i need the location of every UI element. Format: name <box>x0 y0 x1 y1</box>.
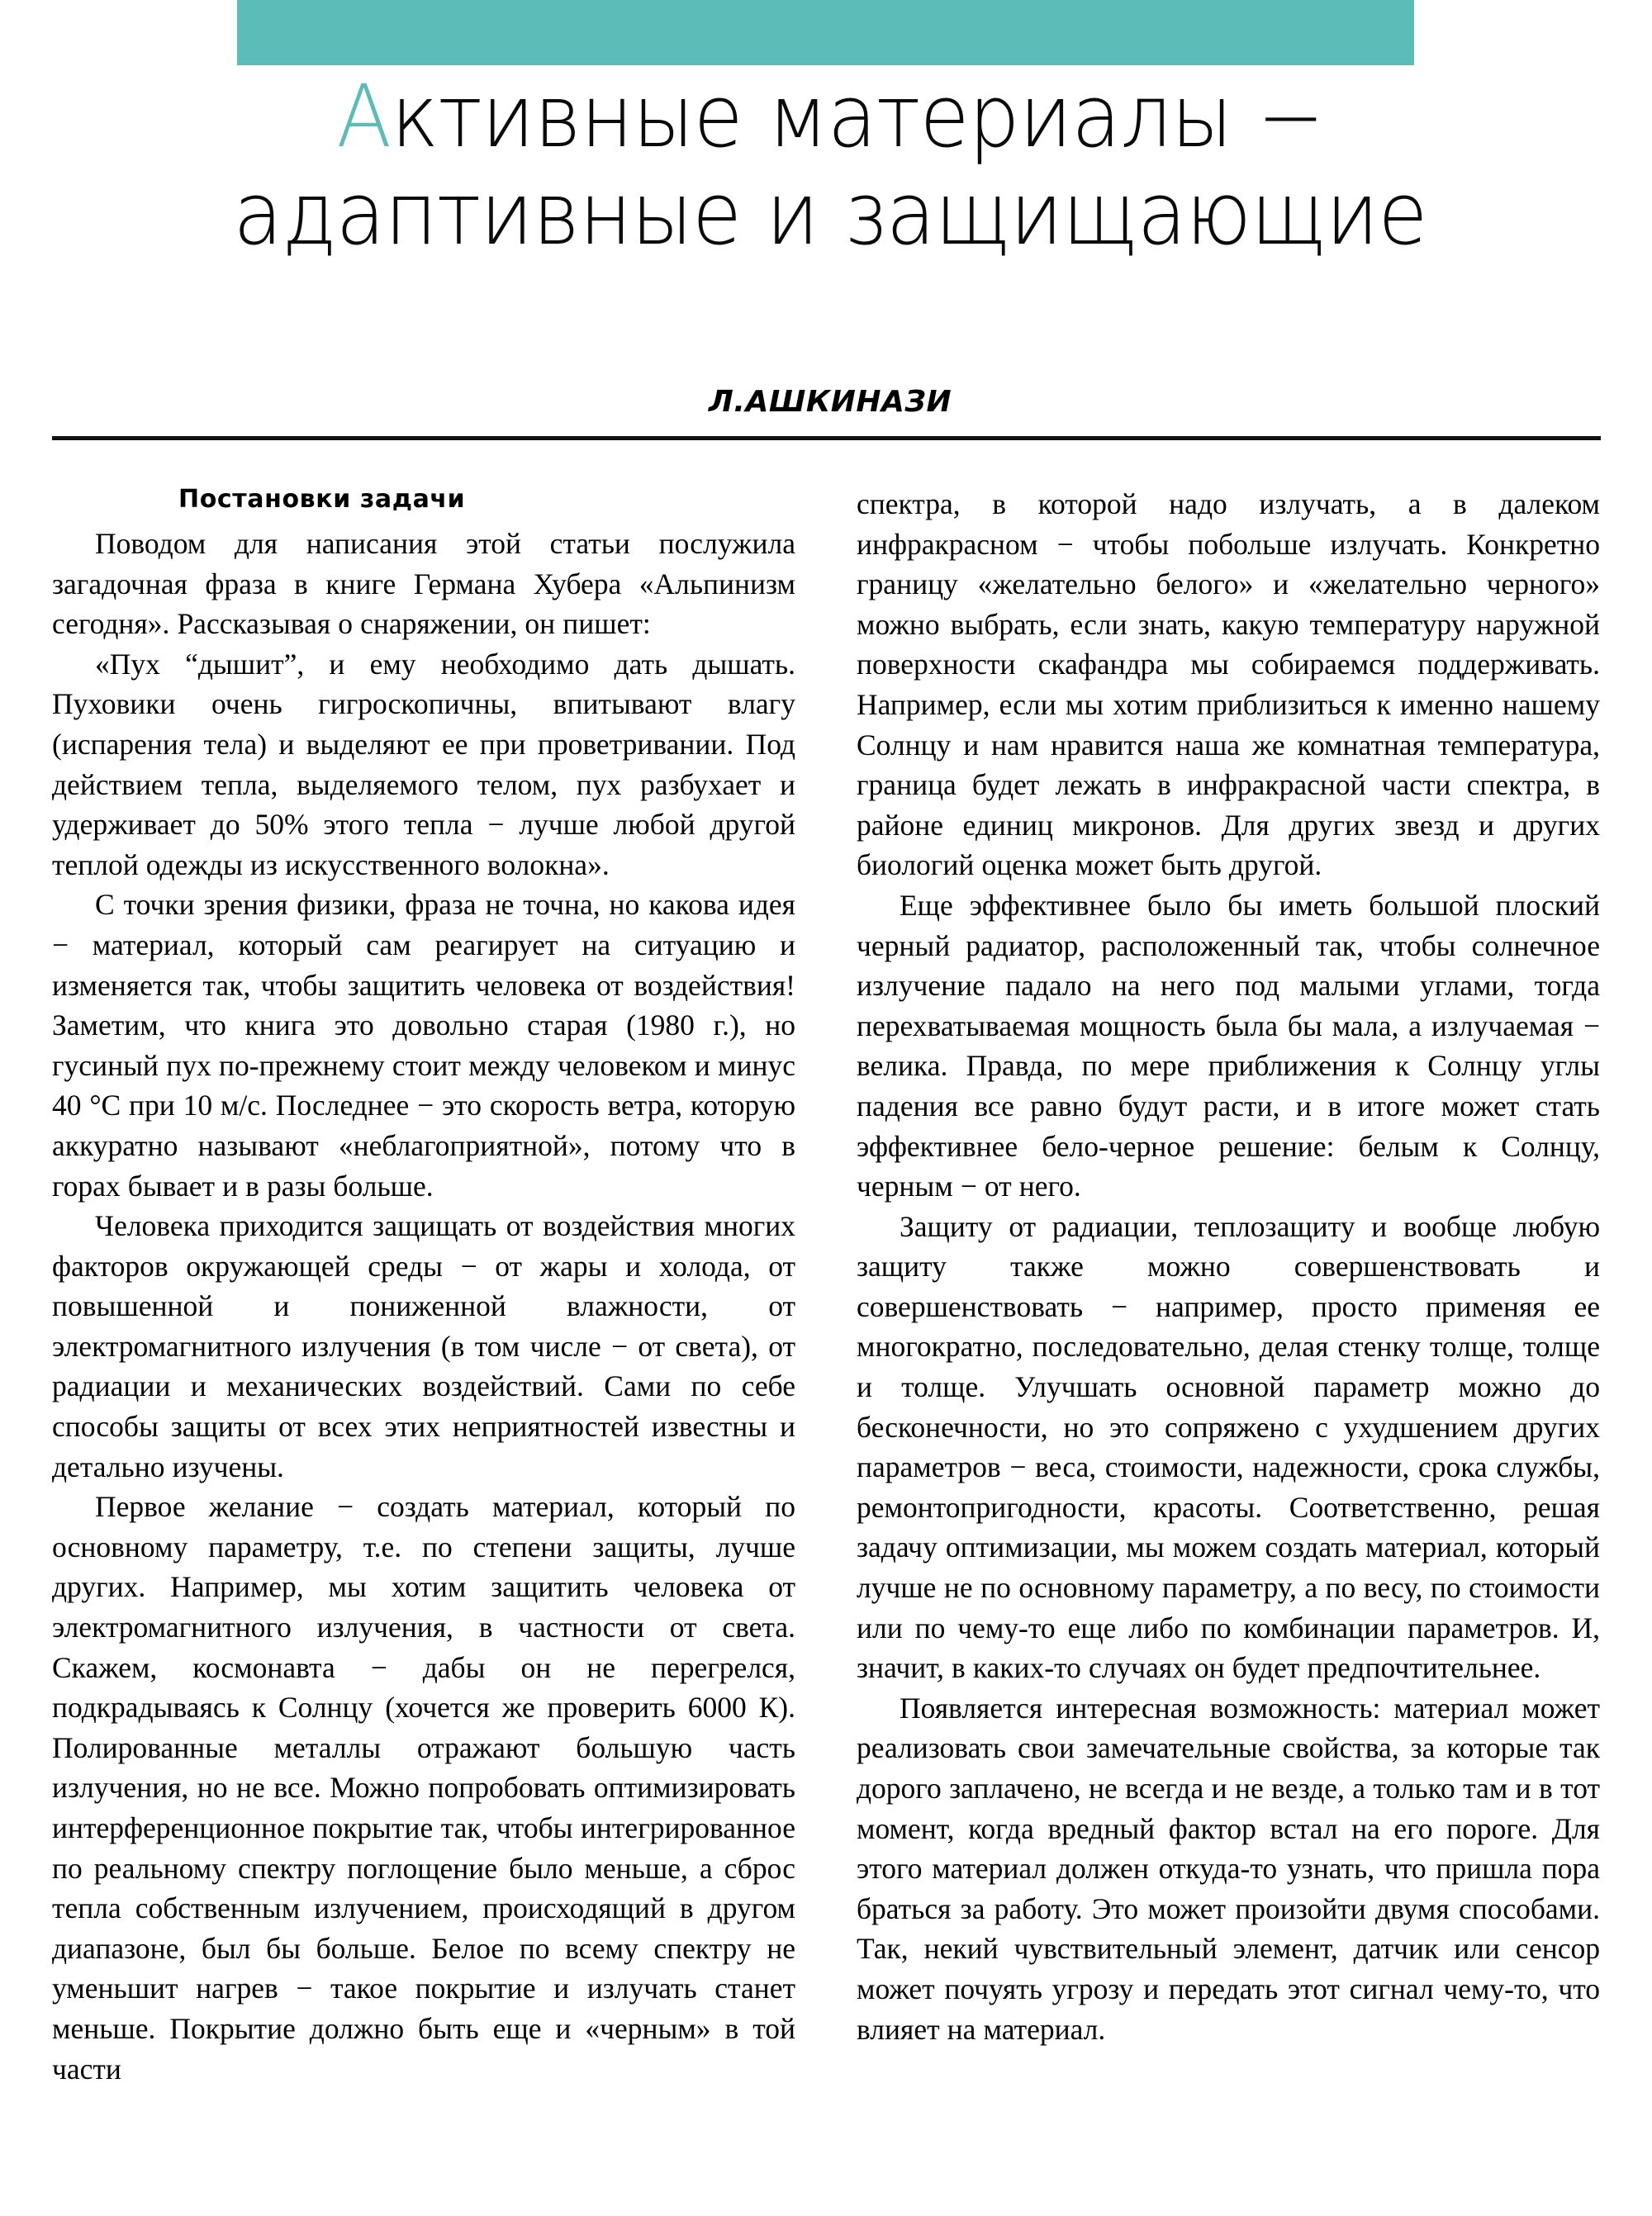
paragraph-continued: спектра, в которой надо излучать, а в далеком инфракрасном − чтобы побольше излучать. Конкретно границу «желательно белого» и «желательно черного» можно выбрать, если знать, какую температуру наружной поверхности скафандра мы собираемся поддерживать. Например, если мы хотим приблизиться к именно нашему Солнцу и нам нравится наша же комнатная температура, граница будет лежать в инфракрасной части спектра, в районе единиц микронов. Для других звезд и других биологий оценка может быть другой. <box>857 487 1600 882</box>
paragraph: «Пух “дышит”, и ему необходимо дать дышать. Пуховики очень гигроскопичны, впитывают влагу (испарения тела) и выделяют ее при проветривании. Под действием тепла, выделяемого телом, пух разбухает и удерживает до 50% этого тепла − лучше любой другой теплой одежды из искусственного волокна». <box>52 647 795 881</box>
paragraph: Человека приходится защищать от воздействия многих факторов окружающей среды − от жары и холода, от повышенной и пониженной влажности, от электромагнитного излучения (в том числе − от света), от радиации и механических воздействий. Сами по себе способы защиты от всех этих неприятностей известны и детально изучены. <box>52 1209 795 1483</box>
paragraph: Первое желание − создать материал, который по основному параметру, т.е. по степени защиты, лучше других. Например, мы хотим защитить человека от электромагнитного излучения, в частности от света. Скажем, космонавта − дабы он не перегрелся, подкрадываясь к Солнцу (хочется же проверить 6000 К). Полированные металлы отражают большую часть излучения, но не все. Можно попробовать оптимизировать интерференционное покрытие так, чтобы интегрированное по реальному спектру поглощение было меньше, а сброс тепла собственным излучением, происходящий в другом диапазоне, был бы больше. Белое по всему спектру не уменьшит нагрев − такое покрытие и излучать станет меньше. Покрытие должно быть еще и «черным» в той части <box>52 1490 795 2086</box>
paragraph: С точки зрения физики, фраза не точна, но какова идея − материал, который сам реагирует на ситуацию и изменяется так, чтобы защитить человека от воздействия! Заметим, что книга это довольно старая (1980 г.), но гусиный пух по-прежнему стоит между человеком и минус 40 °C при 10 м/с. Последнее − это скорость ветра, которую аккуратно называют «неблагоприятной», потому что в горах бывает и в разы больше. <box>52 888 795 1203</box>
paragraph: Поводом для написания этой статьи послужила загадочная фраза в книге Германа Хубера «Альпинизм сегодня». Рассказывая о снаряжении, он пишет: <box>52 527 795 641</box>
title-line-1-rest: ктивные материалы − <box>391 66 1324 167</box>
column-left <box>52 484 795 2210</box>
title-initial-letter: А <box>336 66 392 167</box>
header-divider-rule <box>52 436 1601 440</box>
accent-bar <box>237 0 1414 65</box>
section-heading: Постановки задачи <box>178 485 466 514</box>
paragraph: Появляется интересная возможность: материал может реализовать свои замечательные свойства, за которые так дорого заплачено, не всегда и не везде, а только там и в тот момент, когда вредный фактор встал на его пороге. Для этого материал должен откуда-то узнать, что пришла пора браться за работу. Это может произойти двумя способами. Так, некий чувствительный элемент, датчик или сенсор может почуять угрозу и передать этот сигнал чему-то, что влияет на материал. <box>857 1691 1600 2046</box>
title-line-1 <box>120 68 1540 165</box>
article-body <box>52 484 1601 2210</box>
paragraph: Защиту от радиации, теплозащиту и вообще любую защиту также можно совершенствовать и совершенствовать − например, просто применяя ее многократно, последовательно, делая стенку толще, толще и толще. Улучшать основной параметр можно до бесконечности, но это сопряжено с ухудшением других параметров − веса, стоимости, надежности, срока службы, ремонтопригодности, красоты. Соответственно, решая задачу оптимизации, мы можем создать материал, который лучше не по основному параметру, а по весу, по стоимости или по чему-то еще либо по комбинации параметров. И, значит, в каких-то случаях он будет предпочтительнее. <box>857 1209 1600 1685</box>
paragraph: Еще эффективнее было бы иметь большой плоский черный радиатор, расположенный так, чтобы солнечное излучение падало на него под малыми углами, тогда перехватываемая мощность была бы мала, а излучаемая − велика. Правда, по мере приближения к Солнцу углы падения все равно будут расти, и в итоге может стать эффективнее бело-черное решение: белым к Солнцу, черным − от него. <box>857 888 1600 1203</box>
article-title <box>74 68 1586 263</box>
author-byline: Л.АШКИНАЗИ <box>708 385 952 419</box>
title-line-2: адаптивные и защищающие <box>233 164 1427 264</box>
column-right <box>857 484 1600 2210</box>
